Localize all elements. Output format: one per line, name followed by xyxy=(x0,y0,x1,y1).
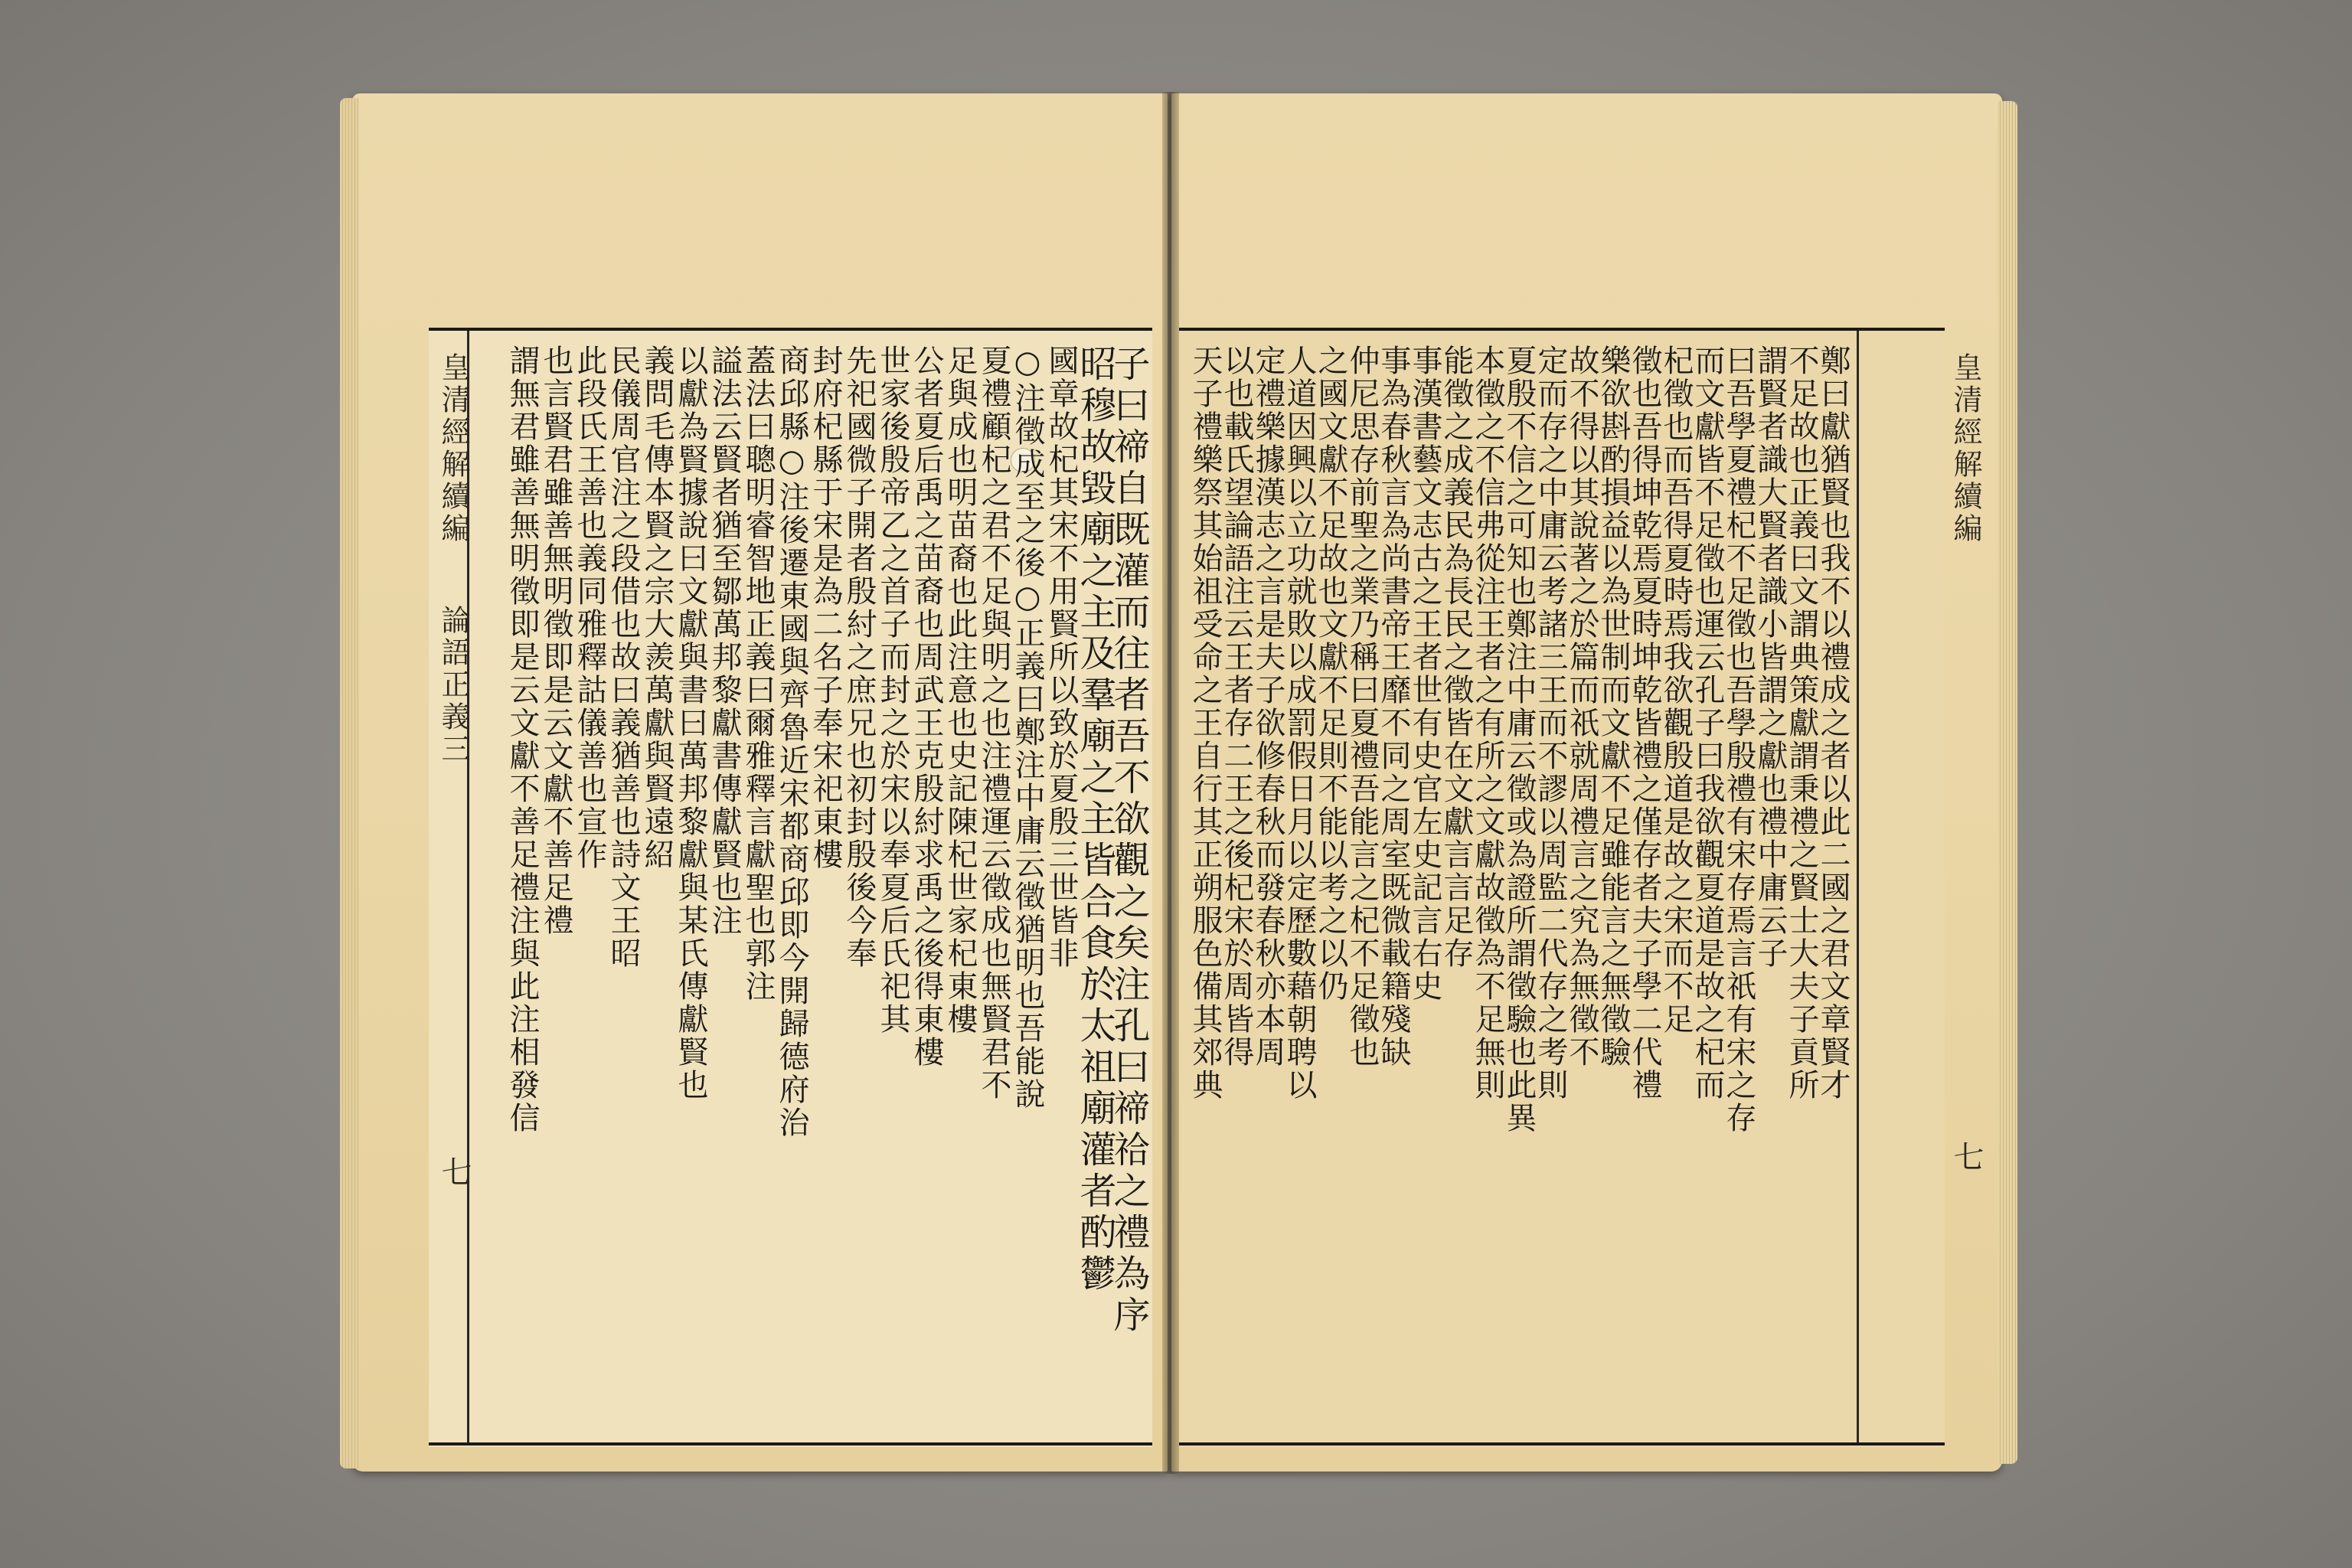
right-text-column: 故不得以其說著之於篇而祇就周禮言之究為無徵不 xyxy=(1564,345,1599,1069)
left-margin-section: 論語正義三 xyxy=(436,605,470,766)
left-text-column: 夏禮顧杞之君不足與明之也注禮運云徵成也無賢君不 xyxy=(976,345,1011,1102)
left-bottom-rule xyxy=(429,1442,1152,1446)
right-text-column: 天子禮樂祭其始祖受命之王自行其正朔服色備其郊典 xyxy=(1187,345,1223,1102)
left-folio-number: 七 xyxy=(436,1156,472,1187)
book-gutter xyxy=(1162,92,1179,1474)
right-text-column: 徵也吾得坤乾焉夏時坤乾皆禮之僅存者夫子學二代禮 xyxy=(1627,345,1662,1102)
right-text-column: 不足故也正義曰文謂典策獻謂秉禮之賢士大夫子貢所 xyxy=(1784,345,1819,1102)
left-text-column: 民儀周官注之段借也故曰義猶善也詩文王昭 xyxy=(606,345,641,970)
left-text-column: 子曰禘自既灌而往者吾不欲觀之矣注孔曰禘祫之禮為序 xyxy=(1107,345,1150,1337)
left-text-column: 也言賢君雖善無明徵即是云文獻不善足禮 xyxy=(538,345,573,937)
left-text-column: 昭穆故毀廟之主及羣廟之主皆合食於太祖廟灌者酌鬱 xyxy=(1073,345,1116,1295)
right-text-column: 事漢書藝文志古之王者世有史官左史記言右史 xyxy=(1407,345,1442,1003)
left-text-column: 世家後殷帝乙之首子而封之於宋以奉夏后氏祀其 xyxy=(875,345,910,1036)
right-text-column: 曰吾學夏禮杞不足徵也吾學殷禮有宋存焉言祇有宋之存 xyxy=(1721,345,1756,1135)
right-folio-number: 七 xyxy=(1949,1141,1984,1171)
right-top-rule xyxy=(1179,328,1945,331)
left-text-column: ○注徵成至之後○正義曰鄭注中庸云徵猶明也吾能說 xyxy=(1010,345,1045,1111)
open-book xyxy=(337,84,2014,1485)
left-text-column: 謚法云賢者猶至鄒萬邦黎獻書傳獻賢也注 xyxy=(707,345,742,937)
right-text-column: 事為春秋言為尚書帝王靡不同之周室既微載籍殘缺 xyxy=(1376,345,1411,1069)
right-margin-title: 皇清經解續編 xyxy=(1949,352,1982,545)
left-text-column: 義問毛傳本賢之宗大羨萬獻與賢遠紹 xyxy=(639,345,675,871)
right-text-column: 之國文獻不足故也文獻不足則不能以考之以仍 xyxy=(1313,345,1348,1003)
right-text-column: 人道因興以立功就敗以成罰假日月以定歷數藉朝聘以 xyxy=(1282,345,1317,1102)
left-text-column: 商邱縣○注後遷東國與齊魯近宋都商邱即今開歸德府治 xyxy=(774,345,809,1139)
left-margin-title: 皇清經解續編 xyxy=(436,352,470,545)
right-text-column: 夏殷不信之可知也鄭注中庸云徵或為證所謂徵驗也此異 xyxy=(1501,345,1537,1135)
left-text-column: 此段氏王善也義同雅釋詁儀善也宣作 xyxy=(572,345,607,871)
right-text-column: 能徵之成義民為長民之徵皆在文獻言言足存 xyxy=(1439,345,1474,970)
left-top-rule xyxy=(429,328,1152,331)
left-text-column: 國章故杞其宋不用賢所以致於夏殷三世皆非 xyxy=(1044,345,1079,970)
right-text-column: 而文獻皆不足徵也運云孔子曰我欲觀夏道是故之杞而 xyxy=(1690,345,1725,1102)
right-bottom-rule xyxy=(1179,1442,1945,1446)
right-text-column: 本徵之不信弗從注王者之有所之文獻故徵為不足無則 xyxy=(1470,345,1505,1102)
right-text-column: 定禮樂據漢志之言是夫子欲修春秋而發春秋亦本周 xyxy=(1250,345,1285,1069)
left-text-column: 足與成也明苗裔也此注意也史記陳杞世家杞東樓 xyxy=(942,345,978,1036)
left-text-column: 封府杞縣于宋是為二名子奉宋祀東樓 xyxy=(808,345,843,871)
left-text-column: 蓋法曰聰明睿智地正義曰爾雅釋言獻聖也郭注 xyxy=(740,345,776,1003)
right-text-column: 謂賢者識大賢者識小皆謂之獻也禮中庸云子 xyxy=(1753,345,1788,970)
right-text-column: 定而存之中庸云考諸三王而不謬以周監二代存之考則 xyxy=(1533,345,1568,1102)
right-text-column: 鄭曰獻猶賢也我不以禮成之者以此二國之君文章賢才 xyxy=(1815,345,1851,1102)
right-text-column: 仲尼思存前聖之業乃稱曰夏禮吾能言之杞不足徵也 xyxy=(1344,345,1380,1069)
right-text-column: 以也載氏望論語注云王者存二王之後杞宋於周皆得 xyxy=(1219,345,1254,1069)
left-text-column: 公者夏后禹之苗裔也周武王克殷紂求禹之後得東樓 xyxy=(909,345,944,1069)
right-text-column: 樂欲斟酌損益以為世制而文獻不足雖能言之無徵驗 xyxy=(1596,345,1631,1069)
left-text-column: 先祀國微子開者殷紂之庶兄也初封殷後今奉 xyxy=(841,345,877,970)
right-text-column: 杞徵也而吾得夏時焉我欲觀殷道是故之宋而不足 xyxy=(1658,345,1694,1036)
left-text-column: 謂無君雖善無明徵即是云文獻不善足禮注與此注相發信 xyxy=(505,345,540,1135)
right-margin-rule xyxy=(1857,331,1859,1442)
left-text-column: 以獻為賢據說曰文獻與書曰萬邦黎獻與某氏傳獻賢也 xyxy=(673,345,708,1102)
